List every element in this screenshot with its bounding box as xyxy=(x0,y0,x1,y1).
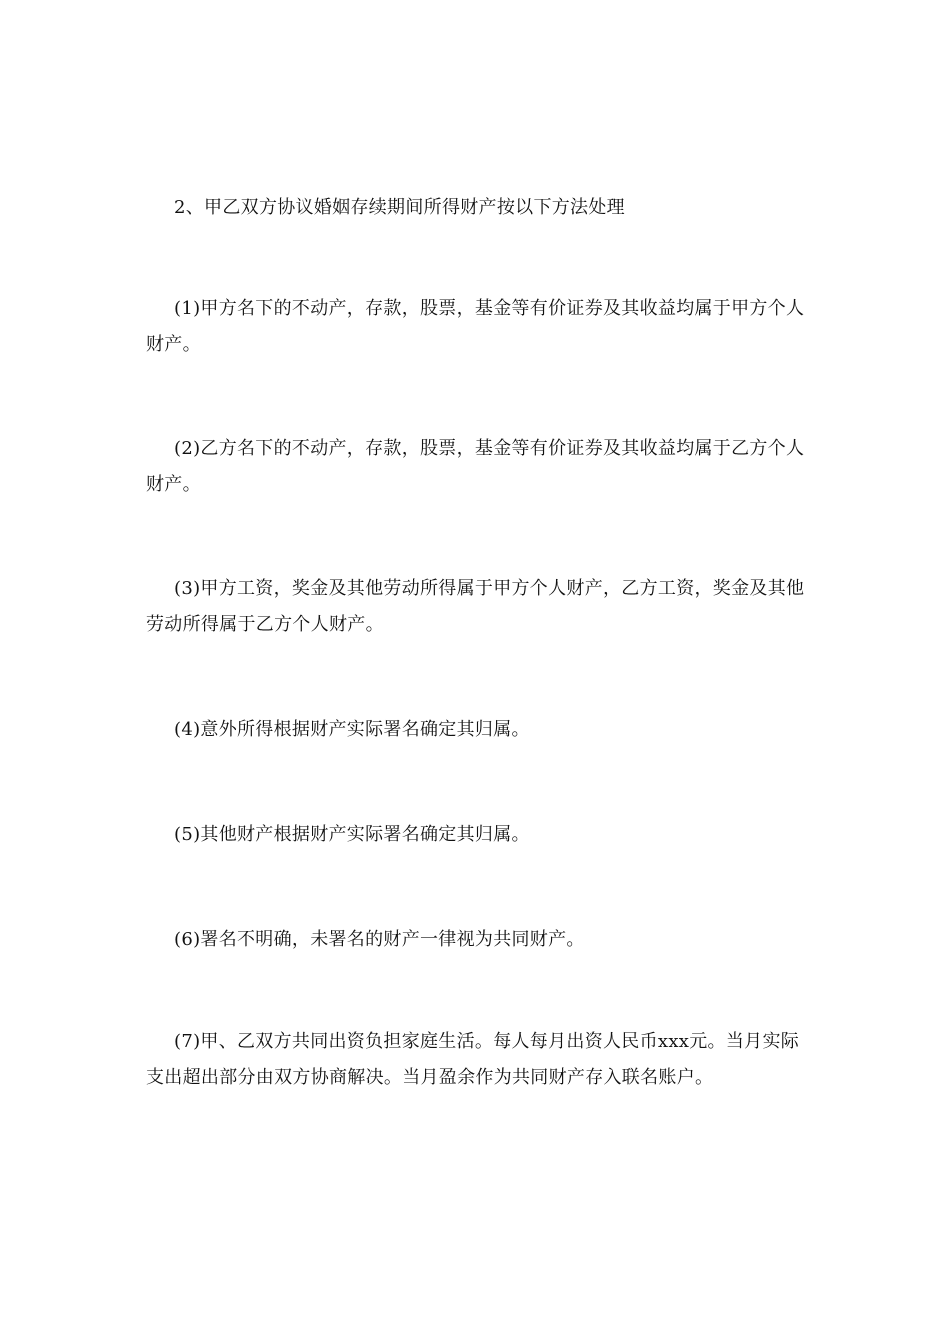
clause-3-text: (3)甲方工资，奖金及其他劳动所得属于甲方个人财产，乙方工资，奖金及其他劳动所得属于乙方个人财产。 xyxy=(146,578,805,635)
clause-4-text: (4)意外所得根据财产实际署名确定其归属。 xyxy=(174,719,530,740)
clause-5-text: (5)其他财产根据财产实际署名确定其归属。 xyxy=(174,824,530,845)
clause-2 xyxy=(146,431,806,503)
clause-7 xyxy=(146,1024,806,1096)
clause-6 xyxy=(146,922,806,958)
clause-7-text: (7)甲、乙双方共同出资负担家庭生活。每人每月出资人民币xxx元。当月实际支出超出部分由双方协商解决。当月盈余作为共同财产存入联名账户。 xyxy=(146,1031,800,1088)
section-heading xyxy=(146,190,806,226)
clause-4 xyxy=(146,712,806,748)
clause-5 xyxy=(146,817,806,853)
clause-1 xyxy=(146,291,806,363)
clause-1-text: (1)甲方名下的不动产，存款，股票，基金等有价证券及其收益均属于甲方个人财产。 xyxy=(146,298,805,355)
clause-2-text: (2)乙方名下的不动产，存款，股票，基金等有价证券及其收益均属于乙方个人财产。 xyxy=(146,438,805,495)
section-heading-text: 2、甲乙双方协议婚姻存续期间所得财产按以下方法处理 xyxy=(174,197,625,218)
clause-6-text: (6)署名不明确，未署名的财产一律视为共同财产。 xyxy=(174,929,585,950)
clause-3 xyxy=(146,571,806,643)
